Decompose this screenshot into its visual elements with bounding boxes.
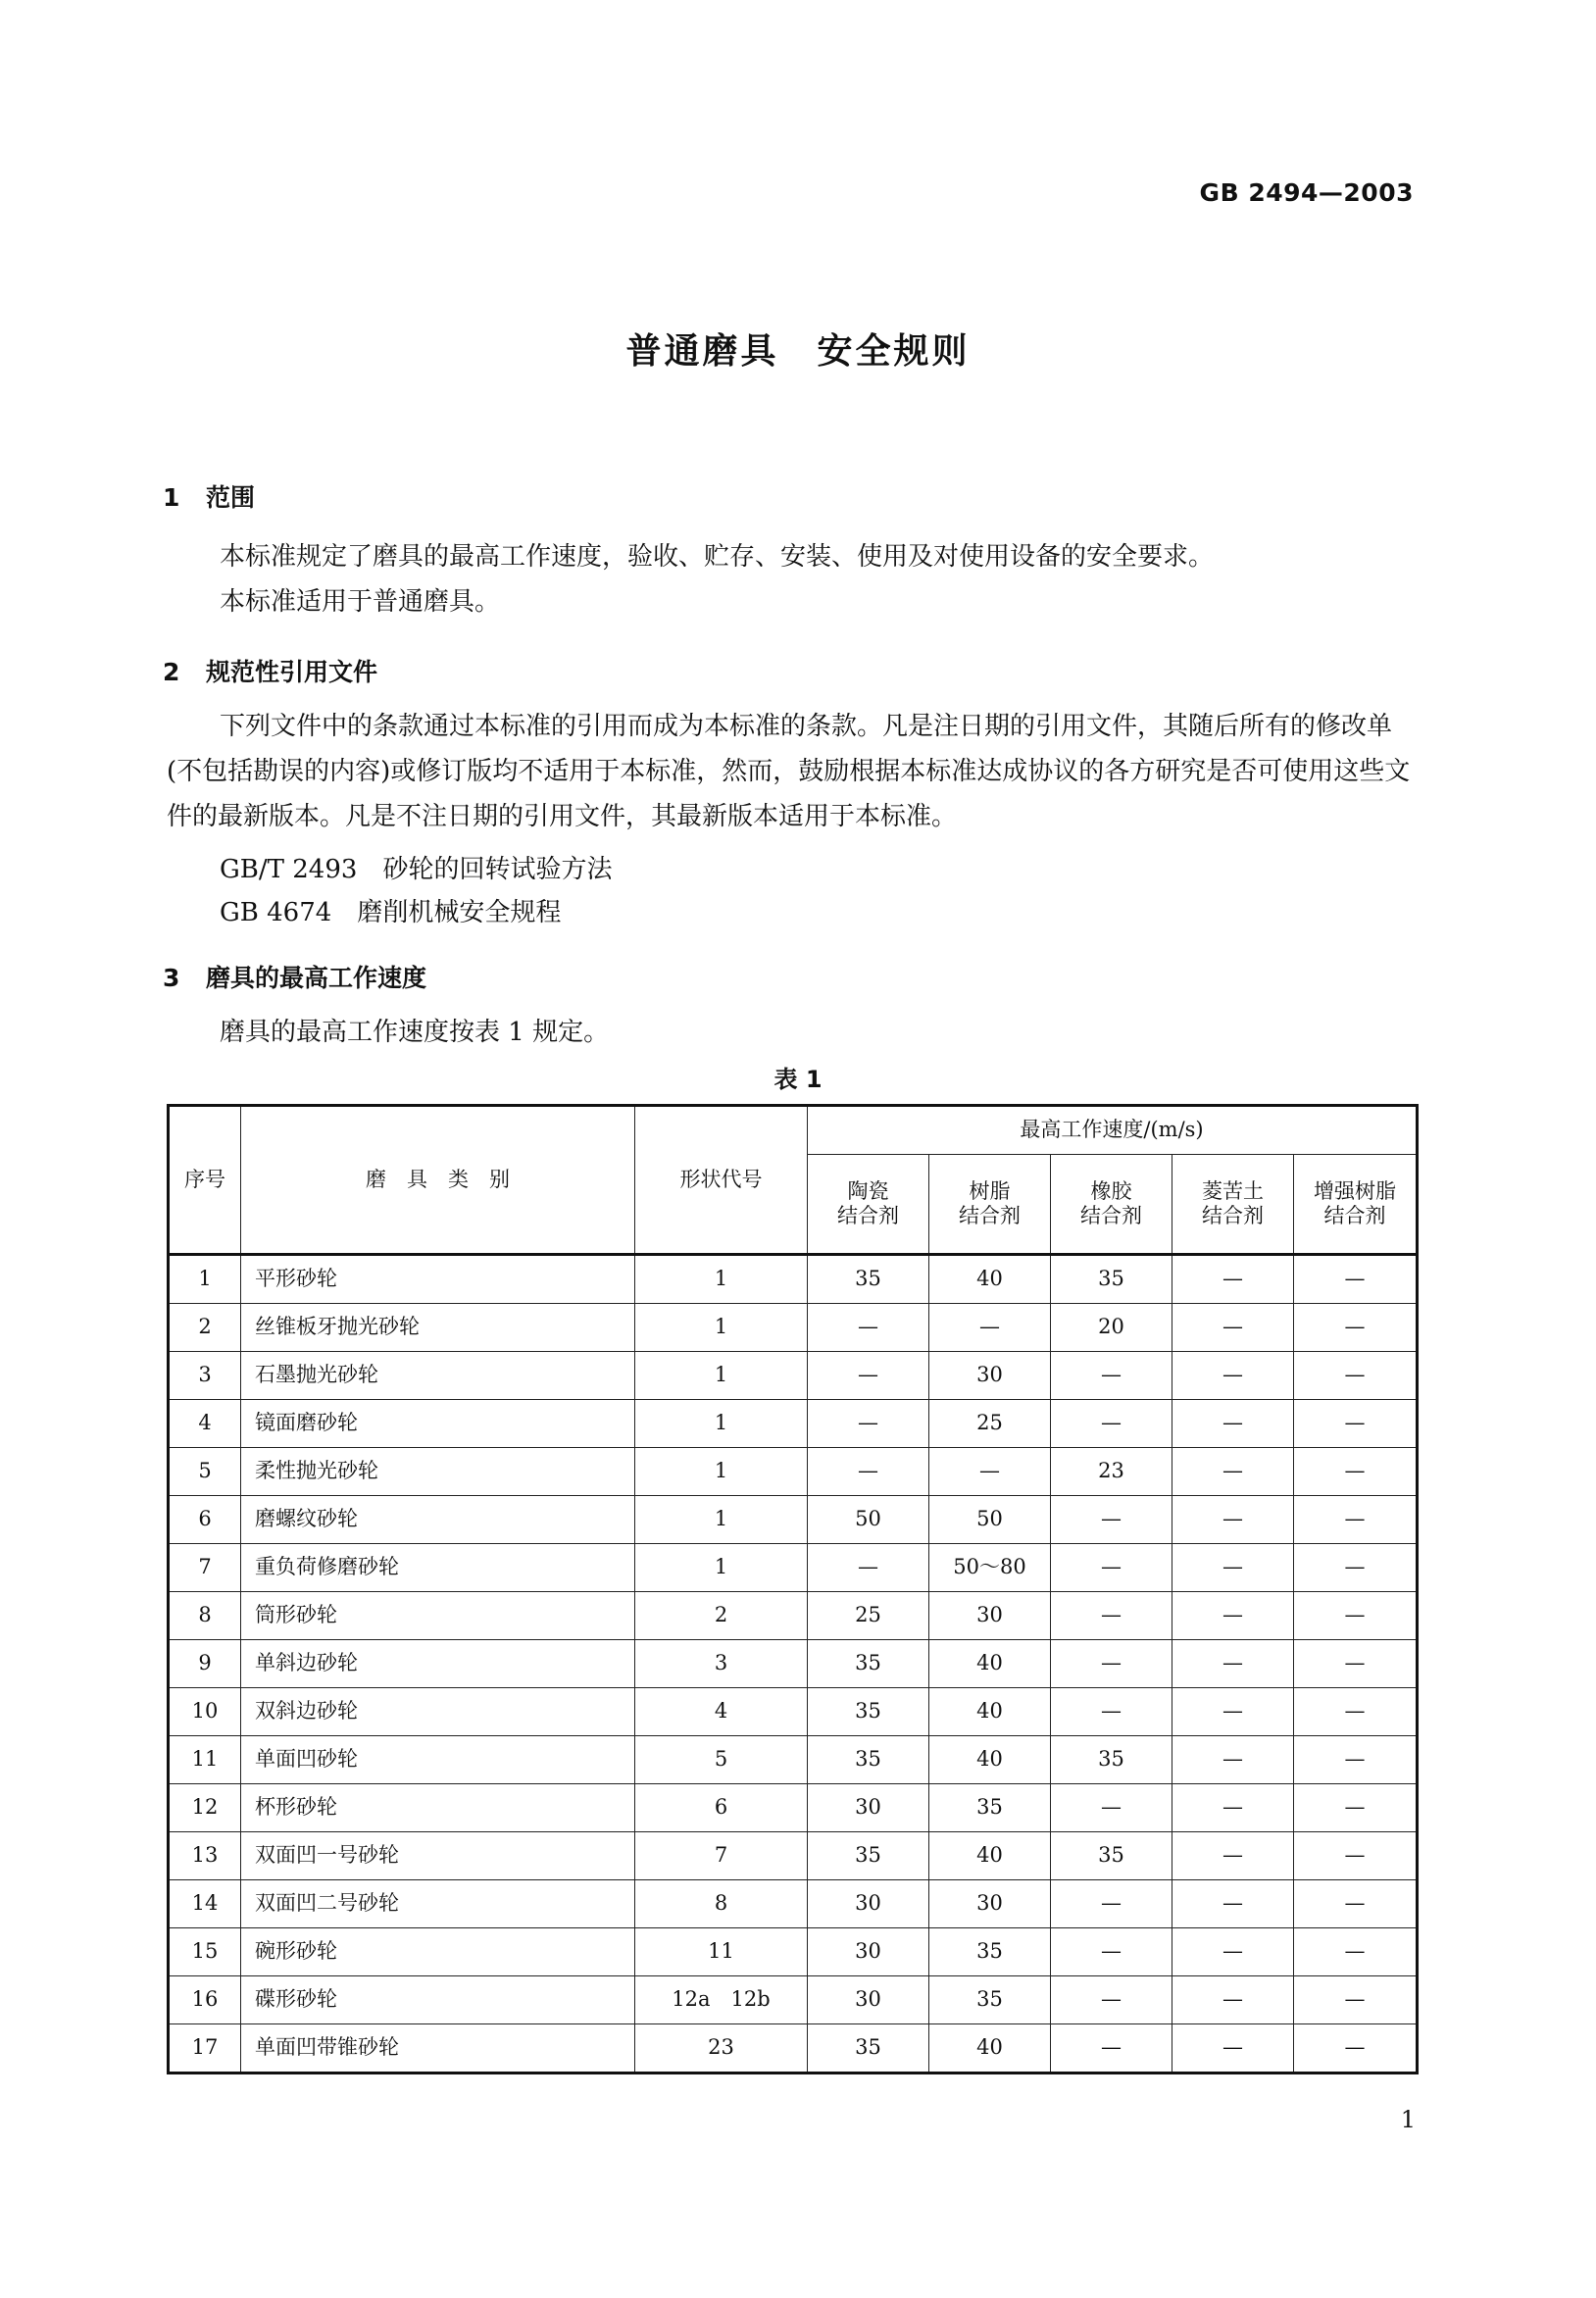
section-2-paragraph-1: 下列文件中的条款通过本标准的引用而成为本标准的条款。凡是注日期的引用文件，其随后所有的修改单(不包括勘误的内容)或修订版均不适用于本标准，然而，鼓励根据本标准达成协议的各方研究是否可使用这些文件的最新版本。凡是不注日期的引用文件，其最新版本适用于本标准。 [167, 712, 1411, 831]
cell-reinforced-resin: — [1294, 1880, 1418, 1928]
section-title: 规范性引用文件 [206, 658, 378, 686]
section-title: 磨具的最高工作速度 [206, 964, 427, 992]
cell-reinforced-resin: — [1294, 1352, 1418, 1400]
cell-rubber: — [1051, 1400, 1172, 1448]
row-seq: 13 [169, 1832, 241, 1880]
row-category: 杯形砂轮 [241, 1784, 635, 1832]
cell-resin: 40 [929, 2024, 1051, 2073]
row-shape-code: 2 [635, 1592, 808, 1640]
cell-magnesite: — [1172, 1496, 1294, 1544]
row-seq: 15 [169, 1928, 241, 1976]
header-bond-reinforced-resin [1294, 1155, 1418, 1255]
header-bond-resin [929, 1155, 1051, 1255]
reference-code: GB/T 2493 [220, 855, 358, 884]
cell-resin: — [929, 1304, 1051, 1352]
row-seq: 7 [169, 1544, 241, 1592]
cell-resin: 30 [929, 1592, 1051, 1640]
row-shape-code: 1 [635, 1352, 808, 1400]
table-row [169, 1255, 1418, 1304]
row-shape-code: 1 [635, 1496, 808, 1544]
cell-rubber: 23 [1051, 1448, 1172, 1496]
cell-vitrified: — [808, 1544, 929, 1592]
page-number: 1 [1400, 2106, 1416, 2133]
reference-code: GB 4674 [220, 898, 332, 927]
cell-reinforced-resin: — [1294, 1640, 1418, 1688]
header-bond-suffix: 结合剂 [837, 1204, 899, 1227]
row-category: 筒形砂轮 [241, 1592, 635, 1640]
cell-resin: — [929, 1448, 1051, 1496]
table-row [169, 1880, 1418, 1928]
row-seq: 1 [169, 1255, 241, 1304]
row-shape-code: 8 [635, 1880, 808, 1928]
table-row [169, 1544, 1418, 1592]
table-row [169, 2024, 1418, 2073]
header-bond-name: 橡胶 [1090, 1178, 1132, 1203]
cell-rubber: 35 [1051, 1255, 1172, 1304]
row-shape-code: 7 [635, 1832, 808, 1880]
cell-vitrified: 30 [808, 1928, 929, 1976]
table-row [169, 1352, 1418, 1400]
header-speed-group: 最高工作速度/(m/s) [808, 1106, 1418, 1155]
row-shape-code: 1 [635, 1400, 808, 1448]
table-row [169, 1304, 1418, 1352]
cell-vitrified: — [808, 1352, 929, 1400]
section-3-heading [163, 959, 426, 994]
row-category: 单面凹带锥砂轮 [241, 2024, 635, 2073]
section-number: 3 [163, 964, 180, 992]
cell-reinforced-resin: — [1294, 2024, 1418, 2073]
header-bond-rubber [1051, 1155, 1172, 1255]
cell-magnesite: — [1172, 1544, 1294, 1592]
cell-rubber: — [1051, 1976, 1172, 2024]
row-shape-code: 6 [635, 1784, 808, 1832]
table-row [169, 1832, 1418, 1880]
section-2-heading [163, 653, 377, 688]
cell-vitrified: 35 [808, 1688, 929, 1736]
header-bond-name: 增强树脂 [1314, 1178, 1396, 1203]
cell-resin: 50 [929, 1496, 1051, 1544]
max-speed-table [167, 1104, 1419, 2074]
row-category: 平形砂轮 [241, 1255, 635, 1304]
row-seq: 14 [169, 1880, 241, 1928]
header-bond-name: 树脂 [969, 1178, 1011, 1203]
cell-reinforced-resin: — [1294, 1736, 1418, 1784]
cell-resin: 40 [929, 1832, 1051, 1880]
row-seq: 5 [169, 1448, 241, 1496]
row-category: 碗形砂轮 [241, 1928, 635, 1976]
cell-rubber: 35 [1051, 1736, 1172, 1784]
row-seq: 10 [169, 1688, 241, 1736]
cell-resin: 35 [929, 1976, 1051, 2024]
cell-magnesite: — [1172, 1448, 1294, 1496]
row-seq: 2 [169, 1304, 241, 1352]
row-category: 柔性抛光砂轮 [241, 1448, 635, 1496]
header-bond-suffix: 结合剂 [1323, 1204, 1386, 1227]
cell-reinforced-resin: — [1294, 1448, 1418, 1496]
cell-magnesite: — [1172, 1688, 1294, 1736]
table-row [169, 1736, 1418, 1784]
cell-reinforced-resin: — [1294, 1304, 1418, 1352]
cell-magnesite: — [1172, 1976, 1294, 2024]
cell-rubber: 20 [1051, 1304, 1172, 1352]
cell-rubber: — [1051, 2024, 1172, 2073]
cell-resin: 35 [929, 1784, 1051, 1832]
table-row [169, 1592, 1418, 1640]
cell-vitrified: — [808, 1400, 929, 1448]
row-category: 双斜边砂轮 [241, 1688, 635, 1736]
cell-rubber: — [1051, 1928, 1172, 1976]
table-row [169, 1448, 1418, 1496]
cell-rubber: — [1051, 1544, 1172, 1592]
standard-code: GB 2494—2003 [1199, 178, 1414, 207]
cell-vitrified: 35 [808, 2024, 929, 2073]
header-bond-suffix: 结合剂 [1080, 1204, 1142, 1227]
cell-vitrified: 50 [808, 1496, 929, 1544]
row-category: 磨螺纹砂轮 [241, 1496, 635, 1544]
cell-magnesite: — [1172, 1880, 1294, 1928]
cell-magnesite: — [1172, 1784, 1294, 1832]
table-row [169, 1928, 1418, 1976]
cell-reinforced-resin: — [1294, 1928, 1418, 1976]
section-number: 2 [163, 658, 180, 686]
cell-rubber: — [1051, 1592, 1172, 1640]
cell-magnesite: — [1172, 1640, 1294, 1688]
cell-resin: 40 [929, 1688, 1051, 1736]
row-shape-code: 1 [635, 1255, 808, 1304]
cell-reinforced-resin: — [1294, 1544, 1418, 1592]
row-category: 重负荷修磨砂轮 [241, 1544, 635, 1592]
row-seq: 4 [169, 1400, 241, 1448]
cell-rubber: — [1051, 1688, 1172, 1736]
cell-resin: 40 [929, 1640, 1051, 1688]
cell-reinforced-resin: — [1294, 1976, 1418, 2024]
cell-resin: 30 [929, 1352, 1051, 1400]
cell-vitrified: 30 [808, 1976, 929, 2024]
row-shape-code: 23 [635, 2024, 808, 2073]
header-bond-magnesite [1172, 1155, 1294, 1255]
cell-reinforced-resin: — [1294, 1832, 1418, 1880]
cell-reinforced-resin: — [1294, 1255, 1418, 1304]
cell-resin: 50～80 [929, 1544, 1051, 1592]
header-bond-name: 陶瓷 [847, 1178, 889, 1203]
row-shape-code: 1 [635, 1304, 808, 1352]
row-seq: 8 [169, 1592, 241, 1640]
cell-vitrified: — [808, 1304, 929, 1352]
cell-reinforced-resin: — [1294, 1688, 1418, 1736]
row-seq: 6 [169, 1496, 241, 1544]
cell-magnesite: — [1172, 2024, 1294, 2073]
cell-vitrified: 30 [808, 1784, 929, 1832]
cell-resin: 40 [929, 1255, 1051, 1304]
row-category: 单面凹砂轮 [241, 1736, 635, 1784]
section-1-heading [163, 478, 255, 514]
table-caption: 表 1 [773, 1066, 823, 1093]
cell-magnesite: — [1172, 1400, 1294, 1448]
table-row [169, 1784, 1418, 1832]
section-number: 1 [163, 483, 180, 512]
document-title: 普通磨具 安全规则 [625, 331, 971, 372]
table-row [169, 1688, 1418, 1736]
cell-reinforced-resin: — [1294, 1784, 1418, 1832]
row-category: 双面凹一号砂轮 [241, 1832, 635, 1880]
cell-reinforced-resin: — [1294, 1592, 1418, 1640]
cell-magnesite: — [1172, 1832, 1294, 1880]
row-shape-code: 1 [635, 1448, 808, 1496]
table-row [169, 1400, 1418, 1448]
cell-resin: 35 [929, 1928, 1051, 1976]
cell-magnesite: — [1172, 1928, 1294, 1976]
reference-2 [220, 892, 561, 928]
cell-vitrified: 30 [808, 1880, 929, 1928]
section-1-paragraph-1: 本标准规定了磨具的最高工作速度，验收、贮存、安装、使用及对使用设备的安全要求。 [220, 542, 1215, 572]
cell-resin: 25 [929, 1400, 1051, 1448]
section-title: 范围 [206, 483, 256, 512]
cell-resin: 40 [929, 1736, 1051, 1784]
row-seq: 16 [169, 1976, 241, 2024]
header-category: 磨 具 类 别 [241, 1106, 635, 1255]
row-shape-code: 5 [635, 1736, 808, 1784]
row-shape-code: 11 [635, 1928, 808, 1976]
header-seq: 序号 [169, 1106, 241, 1255]
header-shape-code: 形状代号 [635, 1106, 808, 1255]
header-bond-vitrified [808, 1155, 929, 1255]
table-row [169, 1976, 1418, 2024]
cell-magnesite: — [1172, 1255, 1294, 1304]
row-seq: 9 [169, 1640, 241, 1688]
section-1-paragraph-2: 本标准适用于普通磨具。 [220, 587, 501, 617]
row-category: 单斜边砂轮 [241, 1640, 635, 1688]
header-bond-suffix: 结合剂 [1202, 1204, 1264, 1227]
cell-rubber: — [1051, 1352, 1172, 1400]
cell-reinforced-resin: — [1294, 1400, 1418, 1448]
cell-rubber: — [1051, 1784, 1172, 1832]
cell-rubber: — [1051, 1880, 1172, 1928]
table-row [169, 1640, 1418, 1688]
cell-reinforced-resin: — [1294, 1496, 1418, 1544]
row-seq: 17 [169, 2024, 241, 2073]
row-shape-code: 12a 12b [635, 1976, 808, 2024]
row-shape-code: 3 [635, 1640, 808, 1688]
reference-1 [220, 849, 612, 885]
row-category: 双面凹二号砂轮 [241, 1880, 635, 1928]
reference-title: 磨削机械安全规程 [357, 898, 562, 927]
cell-vitrified: 25 [808, 1592, 929, 1640]
reference-title: 砂轮的回转试验方法 [382, 855, 613, 884]
cell-rubber: 35 [1051, 1832, 1172, 1880]
cell-vitrified: 35 [808, 1736, 929, 1784]
cell-magnesite: — [1172, 1736, 1294, 1784]
header-bond-suffix: 结合剂 [959, 1204, 1021, 1227]
row-seq: 12 [169, 1784, 241, 1832]
row-category: 镜面磨砂轮 [241, 1400, 635, 1448]
row-seq: 11 [169, 1736, 241, 1784]
row-category: 石墨抛光砂轮 [241, 1352, 635, 1400]
table-body [169, 1255, 1418, 2073]
cell-rubber: — [1051, 1496, 1172, 1544]
cell-resin: 30 [929, 1880, 1051, 1928]
cell-vitrified: — [808, 1448, 929, 1496]
row-shape-code: 4 [635, 1688, 808, 1736]
section-3-paragraph-1: 磨具的最高工作速度按表 1 规定。 [220, 1018, 610, 1047]
cell-vitrified: 35 [808, 1255, 929, 1304]
row-shape-code: 1 [635, 1544, 808, 1592]
header-bond-name: 菱苦土 [1202, 1178, 1264, 1203]
row-category: 碟形砂轮 [241, 1976, 635, 2024]
cell-magnesite: — [1172, 1304, 1294, 1352]
cell-magnesite: — [1172, 1352, 1294, 1400]
cell-vitrified: 35 [808, 1832, 929, 1880]
cell-magnesite: — [1172, 1592, 1294, 1640]
cell-vitrified: 35 [808, 1640, 929, 1688]
cell-rubber: — [1051, 1640, 1172, 1688]
row-seq: 3 [169, 1352, 241, 1400]
table-row [169, 1496, 1418, 1544]
row-category: 丝锥板牙抛光砂轮 [241, 1304, 635, 1352]
